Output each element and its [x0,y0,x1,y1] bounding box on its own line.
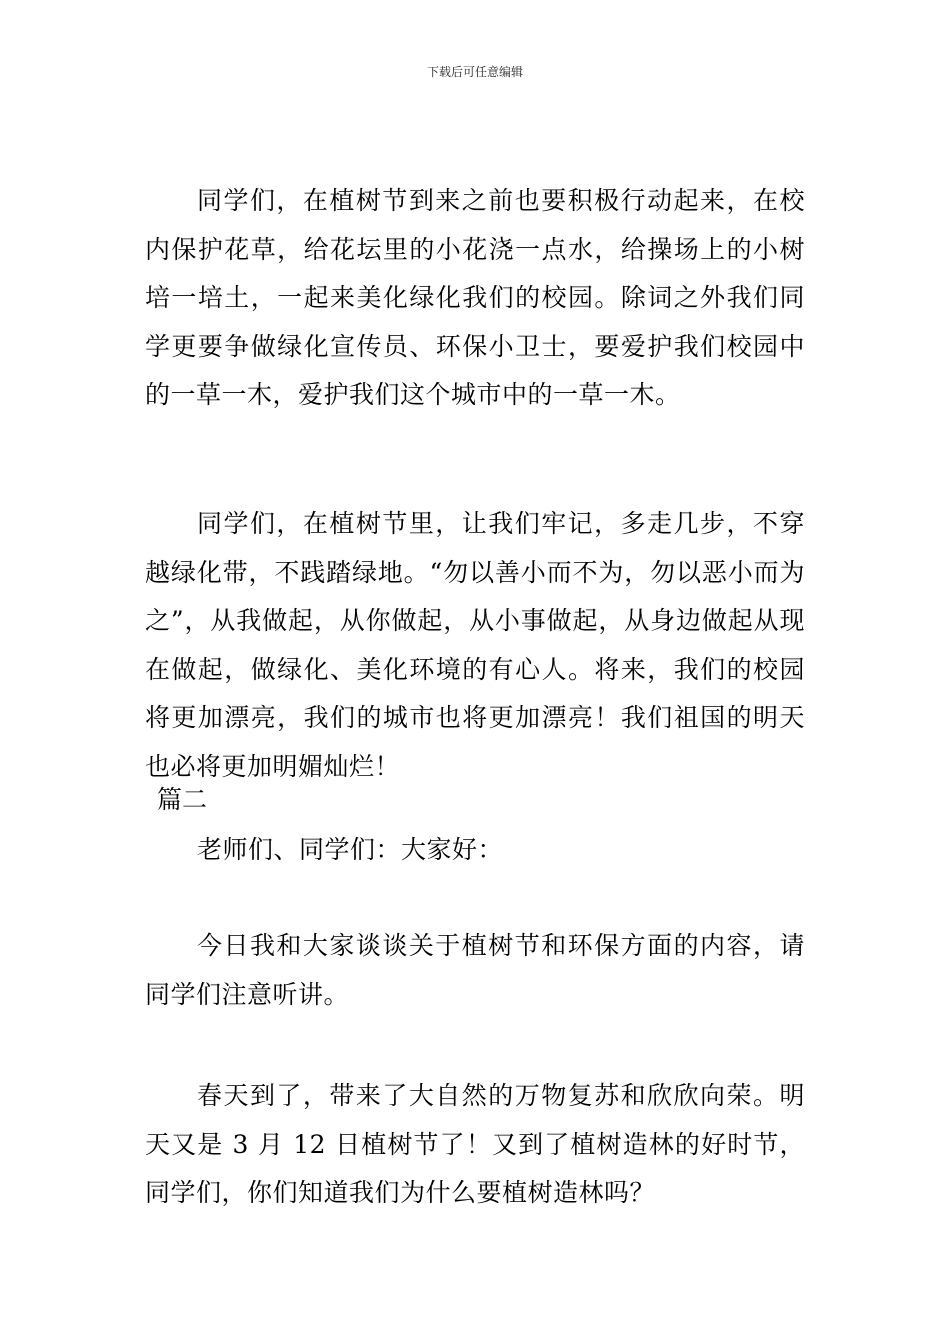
greeting-line: 老师们、同学们：大家好： [197,835,504,864]
section-heading: 篇二 [157,785,208,814]
paragraph-4-container [145,1072,805,1218]
paragraph-1: 同学们，在植树节到来之前也要积极行动起来，在校内保护花草，给花坛里的小花浇一点水，给操场上的小树培一培土，一起来美化绿化我们的校园。除词之外我们同学更要争做绿化宣传员、环保小卫士，要爱护我们校园中的一草一木，爱护我们这个城市中的一草一木。 [145,186,805,409]
paragraph-3-container [145,922,805,1019]
paragraph-3: 今日我和大家谈谈关于植树节和环保方面的内容，请同学们注意听讲。 [145,931,805,1009]
greeting-container [145,826,805,875]
paragraph-1-container [145,177,805,420]
page-header: 下载后可任意编辑 [426,65,523,79]
paragraph-4: 春天到了，带来了大自然的万物复苏和欣欣向荣。明天又是 3 月 12 日植树节了！又到了植树造林的好时节，同学们，你们知道我们为什么要植树造林吗？ [145,1081,805,1207]
paragraph-2: 同学们，在植树节里，让我们牢记，多走几步，不穿越绿化带，不践踏绿地。“勿以善小而不为，勿以恶小而为之”，从我做起，从你做起，从小事做起，从身边做起从现在做起，做绿化、美化环境的有心人。将来，我们的校园将更加漂亮，我们的城市也将更加漂亮！我们祖国的明天也必将更加明媚灿烂！ [145,509,805,781]
paragraph-2-container [145,500,805,791]
